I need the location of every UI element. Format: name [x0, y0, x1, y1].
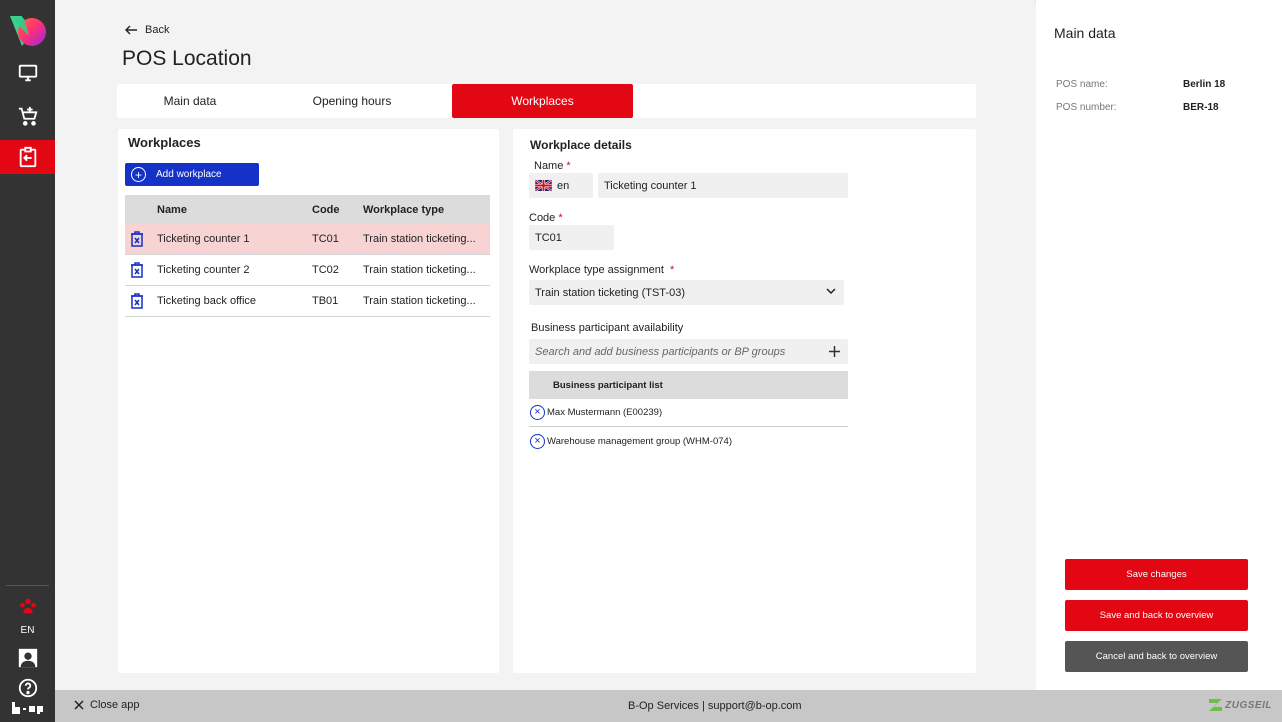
- bp-list-header: Business participant list: [529, 371, 848, 399]
- nav-community[interactable]: [0, 592, 55, 620]
- zugseil-logo: [1209, 699, 1272, 711]
- cart-add-icon: [17, 105, 39, 127]
- cancel-and-back-button[interactable]: Cancel and back to overview: [1065, 641, 1248, 672]
- b-op-brand-logo: [12, 702, 43, 714]
- chevron-down-icon: [826, 288, 836, 295]
- required-mark: *: [670, 264, 675, 276]
- row-type: Train station ticketing...: [363, 233, 476, 245]
- row-type: Train station ticketing...: [363, 295, 476, 307]
- pos-name-label: POS name:: [1056, 79, 1108, 90]
- row-code: TC01: [312, 233, 339, 245]
- clipboard-arrow-icon: [17, 146, 39, 168]
- language-select[interactable]: [529, 173, 593, 198]
- workplace-type-value: Train station ticketing (TST-03): [535, 286, 685, 299]
- user-avatar-icon: [17, 647, 39, 669]
- workplaces-panel: [118, 129, 499, 673]
- table-row[interactable]: [125, 286, 490, 317]
- arrow-left-icon: [125, 25, 138, 35]
- delete-row-button[interactable]: [130, 286, 144, 316]
- remove-circle-icon[interactable]: ×: [530, 434, 545, 449]
- list-item: [529, 427, 848, 455]
- name-input[interactable]: Ticketing counter 1: [598, 173, 848, 198]
- trash-icon: [130, 262, 144, 278]
- close-app-button[interactable]: [74, 699, 140, 711]
- back-link[interactable]: [125, 24, 169, 36]
- close-icon: [74, 700, 84, 710]
- add-workplace-button[interactable]: [125, 163, 259, 186]
- pos-number-label: POS number:: [1056, 102, 1117, 113]
- nav-pos-admin[interactable]: [0, 140, 55, 174]
- tab-bar: [117, 84, 976, 118]
- workplaces-table: [125, 195, 490, 317]
- required-mark: *: [566, 160, 571, 172]
- column-header-code[interactable]: Code: [312, 203, 340, 216]
- tab-opening-hours[interactable]: Opening hours: [312, 94, 392, 108]
- delete-row-button[interactable]: [130, 224, 144, 254]
- main-content: [55, 0, 1035, 690]
- code-input[interactable]: TC01: [529, 225, 614, 250]
- bp-availability-label: Business participant availability: [531, 322, 684, 334]
- remove-circle-icon[interactable]: ×: [530, 405, 545, 420]
- trash-icon: [130, 231, 144, 247]
- zugseil-mark-icon: [1209, 699, 1222, 711]
- table-header: [125, 195, 490, 224]
- monitor-icon: [17, 62, 39, 84]
- table-row[interactable]: [125, 255, 490, 286]
- app-logo[interactable]: [8, 12, 48, 50]
- close-app-label: Close app: [90, 699, 140, 711]
- row-type: Train station ticketing...: [363, 264, 476, 276]
- left-navigation: [0, 0, 55, 722]
- add-icon[interactable]: [829, 346, 840, 357]
- nav-profile[interactable]: [0, 643, 55, 673]
- plus-circle-icon: +: [131, 167, 146, 182]
- row-code: TC02: [312, 264, 339, 276]
- footer-contact: B-Op Services | support@b-op.com: [628, 700, 802, 712]
- nav-cart[interactable]: [0, 99, 55, 133]
- sidebar-title: Main data: [1054, 25, 1116, 41]
- nav-help[interactable]: [0, 676, 55, 700]
- bp-item-label: Warehouse management group (WHM-074): [547, 435, 732, 447]
- tab-workplaces[interactable]: Workplaces: [452, 84, 633, 118]
- delete-row-button[interactable]: [130, 255, 144, 285]
- column-header-name[interactable]: Name: [157, 203, 187, 216]
- pos-number-value: BER-18: [1183, 102, 1219, 113]
- name-label: Name *: [534, 160, 571, 172]
- details-title: Workplace details: [530, 138, 632, 152]
- row-code: TB01: [312, 295, 339, 307]
- row-name: Ticketing counter 1: [157, 233, 250, 245]
- trash-icon: [130, 293, 144, 309]
- bp-item-label: Max Mustermann (E00239): [547, 407, 663, 418]
- footer-bar: [55, 690, 1282, 722]
- add-workplace-label: Add workplace: [156, 169, 222, 180]
- save-and-back-button[interactable]: Save and back to overview: [1065, 600, 1248, 631]
- language-code: en: [557, 179, 570, 192]
- workplace-type-select[interactable]: [529, 280, 844, 305]
- column-header-type[interactable]: Workplace type: [363, 203, 445, 216]
- required-mark: *: [558, 212, 563, 224]
- row-name: Ticketing back office: [157, 295, 257, 307]
- type-label: Workplace type assignment *: [529, 264, 675, 276]
- code-label: Code *: [529, 212, 563, 224]
- zugseil-brand-text: ZUGSEIL: [1225, 699, 1272, 711]
- nav-divider: [6, 585, 49, 586]
- save-changes-button[interactable]: Save changes: [1065, 559, 1248, 590]
- help-icon: [17, 677, 39, 699]
- language-selector[interactable]: EN: [20, 625, 35, 636]
- table-row[interactable]: [125, 224, 490, 255]
- uk-flag-icon: [535, 180, 552, 191]
- summary-sidebar: [1036, 0, 1282, 690]
- tab-main-data[interactable]: Main data: [163, 94, 217, 108]
- row-name: Ticketing counter 2: [157, 264, 250, 276]
- list-item: [529, 399, 848, 427]
- pos-name-value: Berlin 18: [1183, 79, 1226, 90]
- back-label: Back: [145, 24, 170, 36]
- page-title: POS Location: [122, 47, 252, 70]
- nav-monitor[interactable]: [0, 56, 55, 90]
- workplaces-title: Workplaces: [128, 135, 201, 150]
- bp-search-input[interactable]: Search and add business participants or BP groups: [529, 339, 848, 364]
- people-group-icon: [17, 595, 39, 617]
- workplace-details-panel: [513, 129, 976, 673]
